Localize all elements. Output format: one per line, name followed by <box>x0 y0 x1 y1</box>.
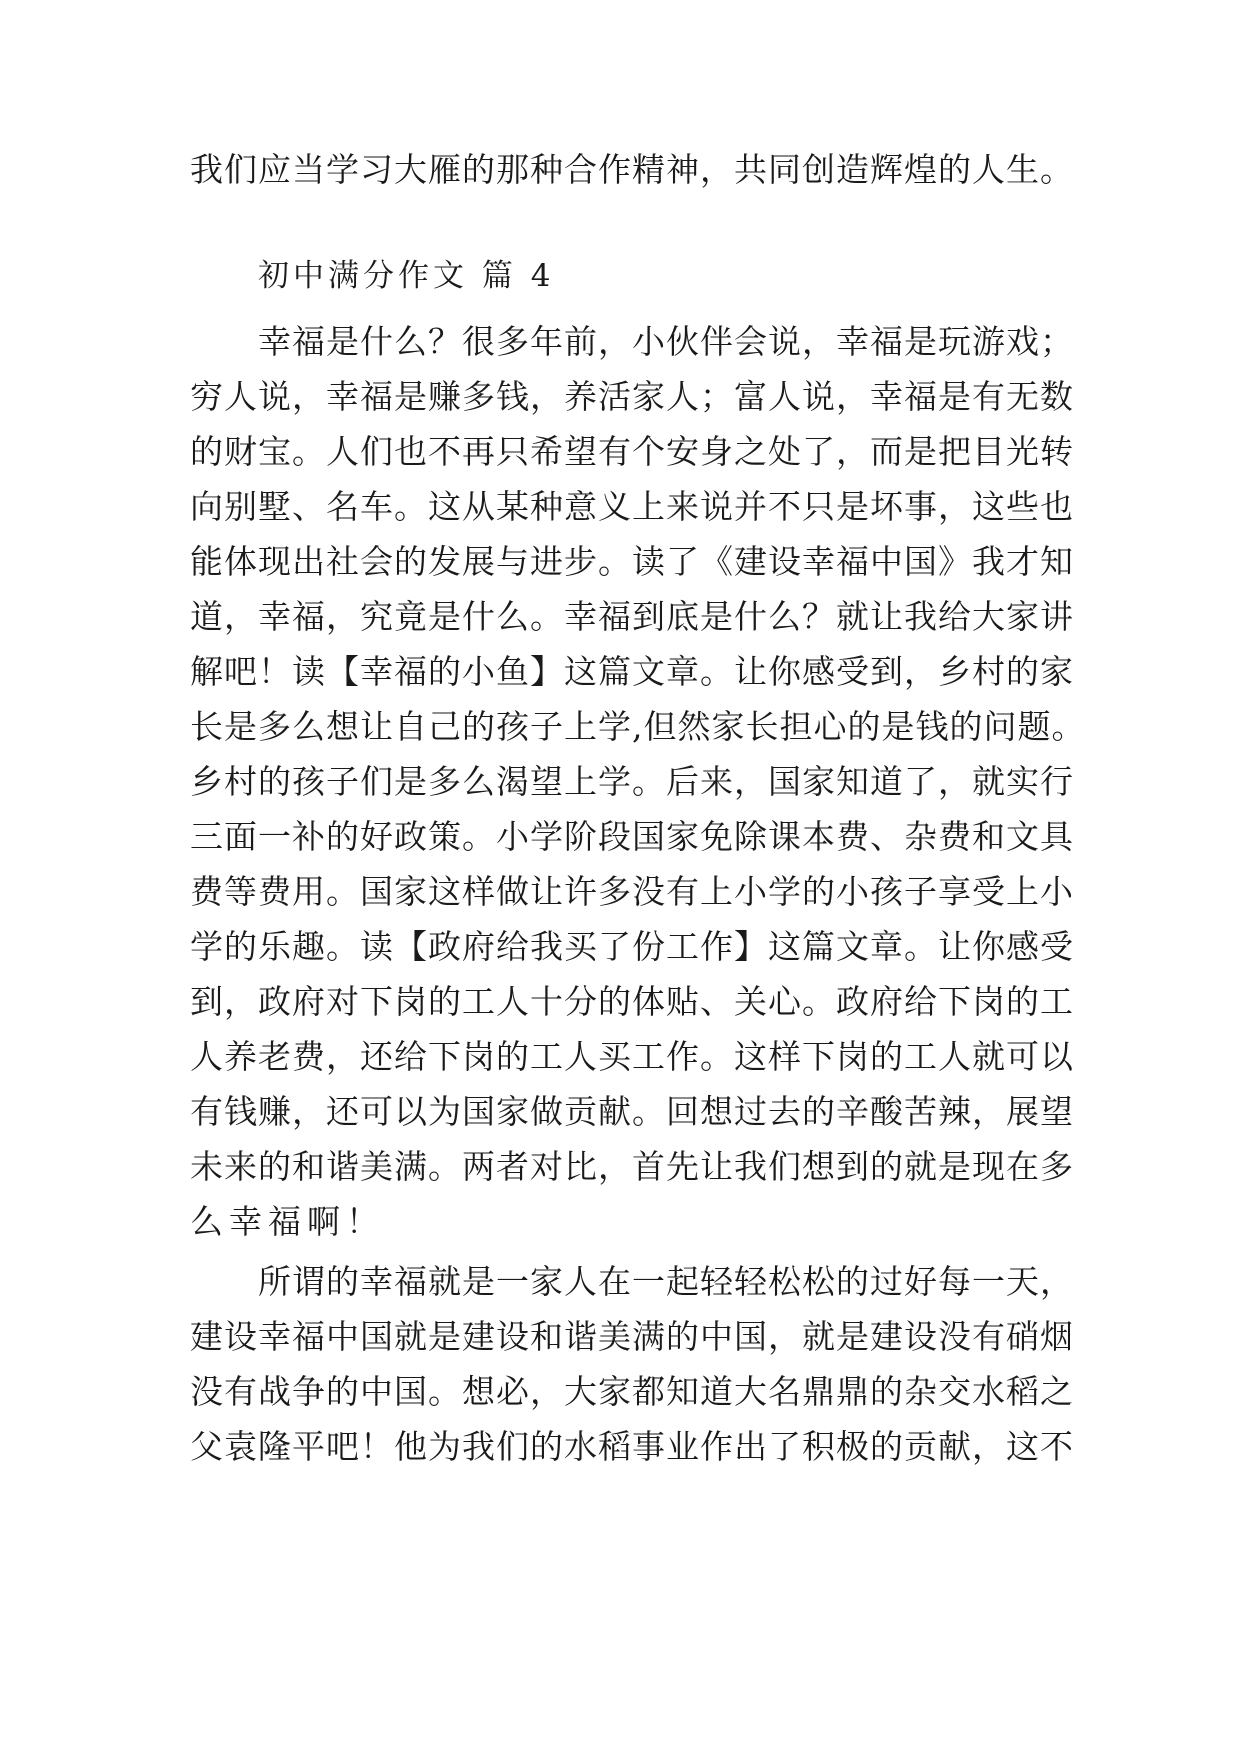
intro-line: 我们应当学习大雁的那种合作精神，共同创造辉煌的人生。 <box>190 150 1074 189</box>
paragraph-line: 到，政府对下岗的工人十分的体贴、关心。政府给下岗的工 <box>190 982 1074 1021</box>
paragraph-line: 三面一补的好政策。小学阶段国家免除课本费、杂费和文具 <box>190 817 1074 856</box>
paragraph-line: 向别墅、名车。这从某种意义上来说并不只是坏事，这些也 <box>190 487 1074 526</box>
paragraph-line: 费等费用。国家这样做让许多没有上小学的小孩子享受上小 <box>190 872 1074 911</box>
paragraph-line: 穷人说，幸福是赚多钱，养活家人；富人说，幸福是有无数 <box>190 377 1074 416</box>
paragraph-line: 所谓的幸福就是一家人在一起轻轻松松的过好每一天， <box>190 1262 1074 1301</box>
paragraph-line: 有钱赚，还可以为国家做贡献。回想过去的辛酸苦辣，展望 <box>190 1092 1074 1131</box>
paragraph-line: 长是多么想让自己的孩子上学,但然家长担心的是钱的问题。 <box>190 707 1086 746</box>
paragraph-line: 能体现出社会的发展与进步。读了《建设幸福中国》我才知 <box>190 542 1074 581</box>
paragraph-line: 父袁隆平吧！他为我们的水稻事业作出了积极的贡献，这不 <box>190 1427 1074 1466</box>
paragraph-line: 么幸福啊！ <box>190 1202 385 1241</box>
paragraph-line: 道，幸福，究竟是什么。幸福到底是什么？就让我给大家讲 <box>190 597 1074 636</box>
paragraph-line: 幸福是什么？很多年前，小伙伴会说，幸福是玩游戏； <box>190 322 1074 361</box>
paragraph-line: 没有战争的中国。想必，大家都知道大名鼎鼎的杂交水稻之 <box>190 1372 1074 1411</box>
paragraph-line: 解吧！读【幸福的小鱼】这篇文章。让你感受到，乡村的家 <box>190 652 1074 691</box>
paragraph-line: 建设幸福中国就是建设和谐美满的中国，就是建设没有硝烟 <box>190 1317 1074 1356</box>
paragraph-line: 的财宝。人们也不再只希望有个安身之处了，而是把目光转 <box>190 432 1074 471</box>
paragraph-line: 乡村的孩子们是多么渴望上学。后来，国家知道了，就实行 <box>190 762 1074 801</box>
paragraph-line: 人养老费，还给下岗的工人买工作。这样下岗的工人就可以 <box>190 1037 1074 1076</box>
paragraph-line: 学的乐趣。读【政府给我买了份工作】这篇文章。让你感受 <box>190 927 1074 966</box>
section-heading: 初中满分作文 篇 4 <box>258 258 555 294</box>
paragraph-line: 未来的和谐美满。两者对比，首先让我们想到的就是现在多 <box>190 1147 1074 1186</box>
